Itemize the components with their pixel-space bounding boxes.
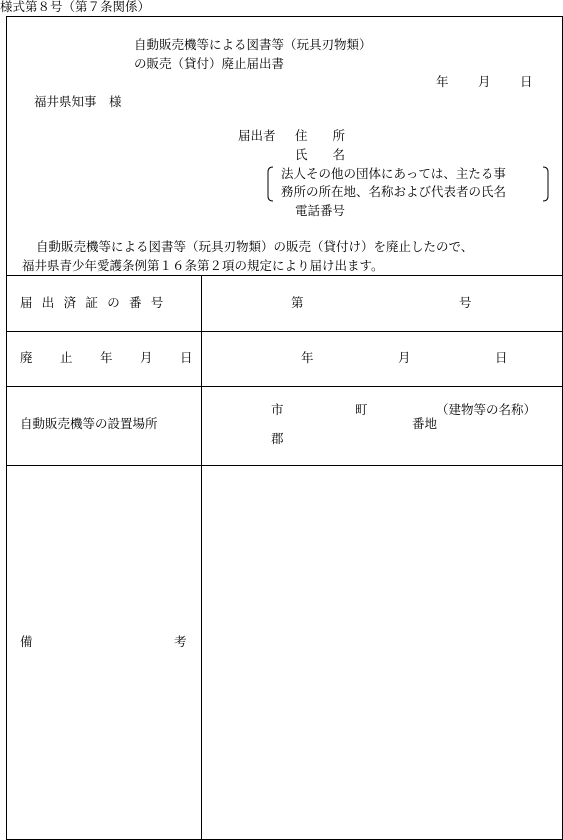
location-building-label: （建物等の名称） xyxy=(436,402,537,417)
abolition-date-label xyxy=(20,352,220,365)
abolition-date-label-text: 廃止年月日 xyxy=(20,350,221,365)
date-day-label: 日 xyxy=(520,74,533,89)
date-month-label: 月 xyxy=(478,74,491,89)
corporate-note-line-2: 務所の所在地、名称および代表者の氏名 xyxy=(281,184,507,199)
row-divider-2 xyxy=(6,386,563,387)
body-text-line-1: 自動販売機等による図書等（玩具刃物類）の販売（貸付け）を廃止したので、 xyxy=(36,239,474,254)
remarks-label-left: 備 xyxy=(20,634,33,649)
location-county-label: 郡 xyxy=(271,431,284,446)
location-city-label: 市 xyxy=(271,402,284,417)
row-divider-3 xyxy=(6,465,563,466)
form-title-line-2: の販売（貸付）廃止届出書 xyxy=(134,56,285,71)
row-divider-1 xyxy=(6,331,563,332)
location-banchi-label: 番地 xyxy=(412,416,438,431)
addressee: 福井県知事 様 xyxy=(34,94,122,109)
date-year-label: 年 xyxy=(436,74,449,89)
abolition-month-label: 月 xyxy=(398,350,411,365)
form-title-line-1: 自動販売機等による図書等（玩具刃物類） xyxy=(134,37,372,52)
remarks-label-right: 考 xyxy=(174,634,187,649)
certificate-number-label-text: 届出済証の番号 xyxy=(20,295,173,310)
installation-location-label: 自動販売機等の設置場所 xyxy=(20,416,158,431)
phone-label: 電話番号 xyxy=(295,203,346,218)
location-town-label: 町 xyxy=(355,402,368,417)
address-label: 住 所 xyxy=(295,128,346,143)
certificate-number-label xyxy=(20,297,184,310)
table-top-border xyxy=(6,275,563,276)
abolition-day-label: 日 xyxy=(495,350,508,365)
corporate-note-line-1: 法人その他の団体にあっては、主たる事 xyxy=(281,166,506,181)
certificate-go-label: 号 xyxy=(459,295,472,310)
body-text-line-2: 福井県青少年愛護条例第１６条第２項の規定により届け出ます。 xyxy=(22,258,384,273)
certificate-dai-label: 第 xyxy=(291,295,304,310)
applicant-label: 届出者 xyxy=(238,128,276,143)
abolition-year-label: 年 xyxy=(301,350,314,365)
name-label: 氏 名 xyxy=(295,147,346,162)
form-number-label: 様式第８号（第７条関係） xyxy=(0,0,151,14)
